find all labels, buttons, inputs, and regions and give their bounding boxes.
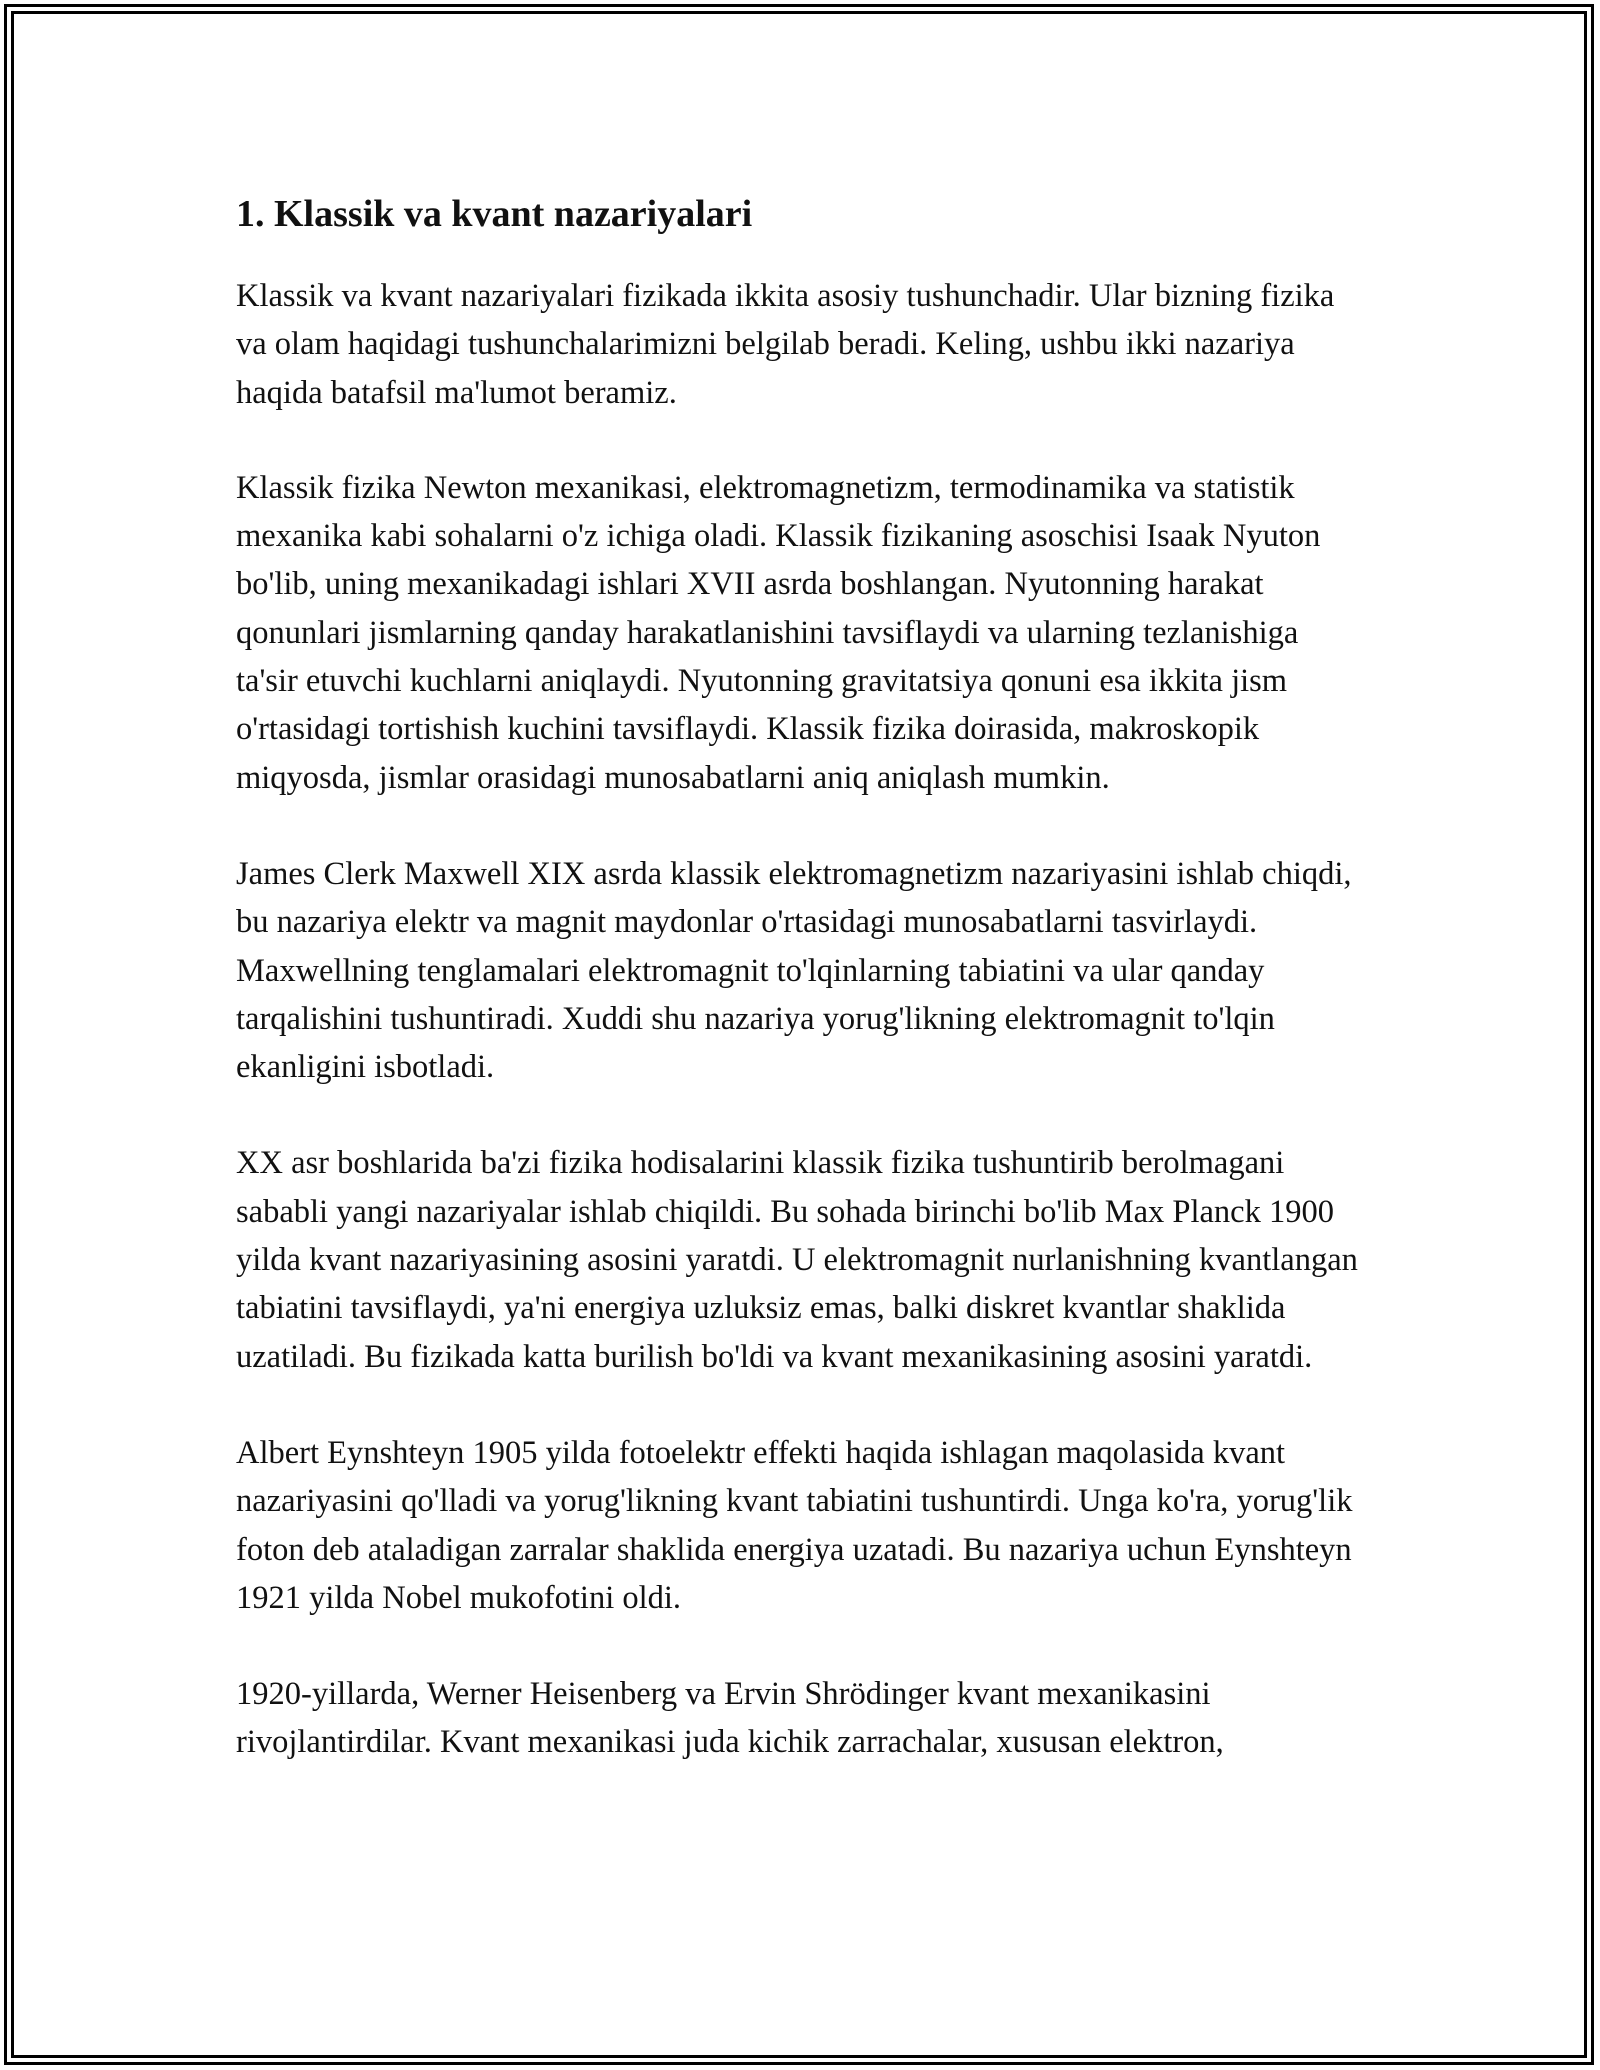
paragraph-maxwell: James Clerk Maxwell XIX asrda klassik elektromagnetizm nazariyasini ishlab chiqdi, bu nazariya elektr va magnit maydonlar o'rtasidagi munosabatlarni tasvirlaydi. Maxwellning tenglamalari elektromagnit to'lqinlarning tabiatini va ular qanday tarqalishini tushuntiradi. Xuddi shu nazariya yorug'likning elektromagnit to'lqin ekanligini isbotladi. <box>236 855 1352 1086</box>
paragraph-classical-physics: Klassik fizika Newton mexanikasi, elektromagnetizm, termodinamika va statistik mexanika kabi sohalarni o'z ichiga oladi. Klassik fizikaning asoschisi Isaak Nyuton bo'lib, uning mexanikadagi ishlari XVII asrda boshlangan. Nyutonning harakat qonunlari jismlarning qanday harakatlanishini tavsiflaydi va ularning tezlanishiga ta'sir etuvchi kuchlarni aniqlaydi. Nyutonning gravitatsiya qonuni esa ikkita jism o'rtasidagi tortishish kuchini tavsiflaydi. Klassik fizika doirasida, makroskopik miqyosda, jismlar orasidagi munosabatlarni aniq aniqlash mumkin. <box>236 469 1321 796</box>
section-heading: 1. Klassik va kvant nazariyalari <box>236 193 753 235</box>
paragraph-planck: XX asr boshlarida ba'zi fizika hodisalarini klassik fizika tushuntirib berolmagani sababli yangi nazariyalar ishlab chiqildi. Bu sohada birinchi bo'lib Max Planck 1900 yilda kvant nazariyasining asosini yaratdi. U elektromagnit nurlanishning kvantlangan tabiatini tavsiflaydi, ya'ni energiya uzluksiz emas, balki diskret kvantlar shaklida uzatiladi. Bu fizikada katta burilish bo'ldi va kvant mexanikasining asosini yaratdi. <box>236 1145 1358 1375</box>
paragraph-intro: Klassik va kvant nazariyalari fizikada ikkita asosiy tushunchadir. Ular bizning fizika va olam haqidagi tushunchalarimizni belgilab beradi. Keling, ushbu ikki nazariya haqida batafsil ma'lumot beramiz. <box>236 278 1335 411</box>
paragraph-quantum-mechanics: 1920-yillarda, Werner Heisenberg va Ervin Shrödinger kvant mexanikasini rivojlantirdilar. Kvant mexanikasi juda kichik zarrachalar, xususan elektron, <box>236 1676 1224 1761</box>
document-body <box>236 186 1366 1767</box>
paragraph-einstein: Albert Eynshteyn 1905 yilda fotoelektr effekti haqida ishlagan maqolasida kvant nazariyasini qo'lladi va yorug'likning kvant tabiatini tushuntirdi. Unga ko'ra, yorug'lik foton deb ataladigan zarralar shaklida energiya uzatadi. Bu nazariya uchun Eynshteyn 1921 yilda Nobel mukofotini oldi. <box>236 1434 1353 1616</box>
